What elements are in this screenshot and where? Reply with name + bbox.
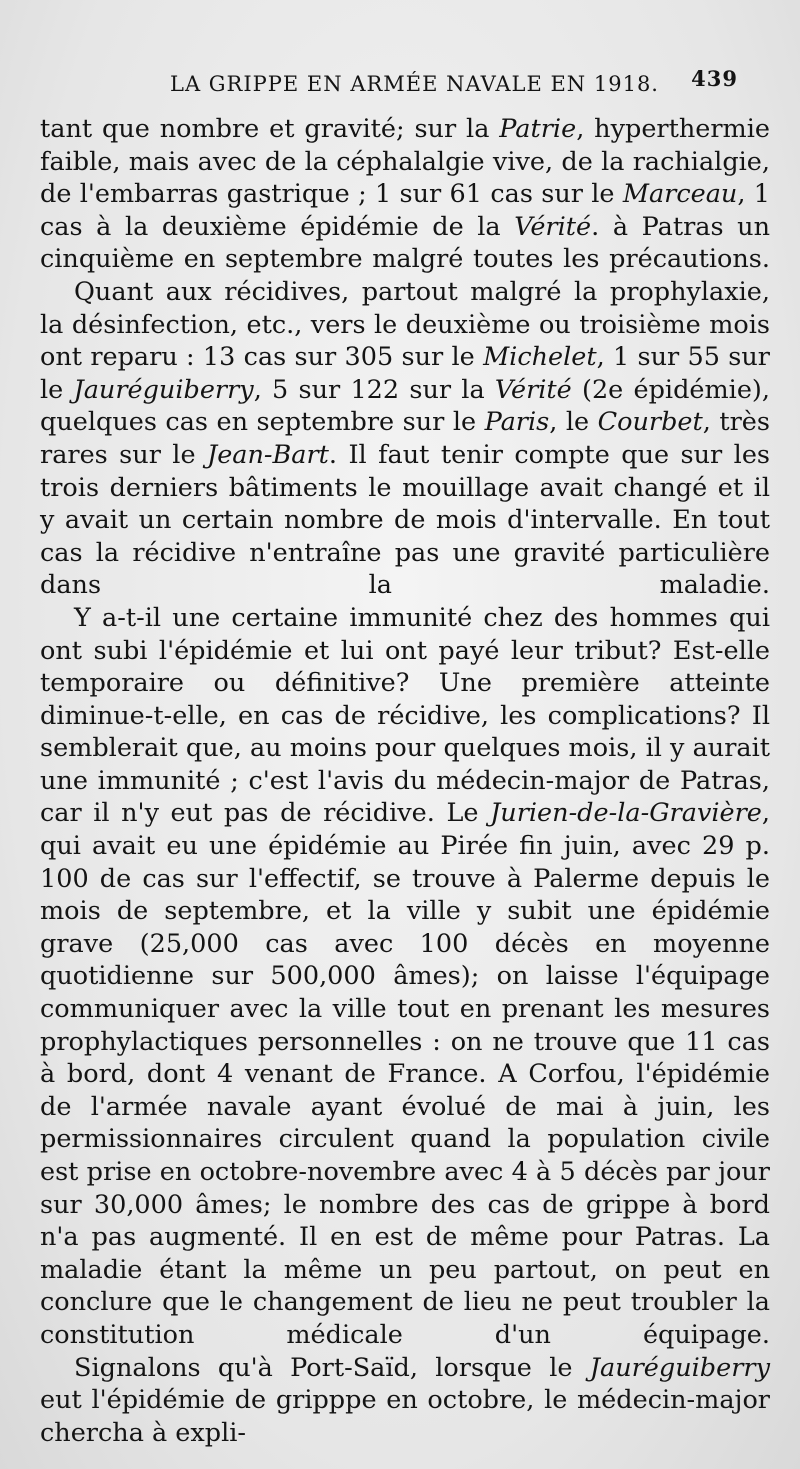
italic-name: Marceau <box>622 179 738 210</box>
italic-name: Courbet <box>597 407 703 438</box>
italic-name: Jauréguiberry <box>73 374 254 405</box>
italic-name: Vérité <box>494 374 572 405</box>
running-header <box>170 66 740 102</box>
paragraph-2: Quant aux récidives, partout malgré la prophylaxie, la désinfection, etc., vers le deuxième ou troisième mois ont reparu : 13 cas sur 305 sur le Michelet, 1 sur 55 sur le Jauréguiberry, 5 sur 122 sur la Vérité (2e épidémie), quelques cas en septembre sur le Paris, le Courbet, très rares sur le Jean-Bart. Il faut tenir compte que sur les trois derniers bâtiments le mouillage avait changé et il y avait un certain nombre de mois d'intervalle. En tout cas la récidive n'entraîne pas une gravité particulière dans la maladie. <box>40 276 770 601</box>
italic-name: Jean-Bart <box>206 439 329 470</box>
paragraph-3: Y a-t-il une certaine immunité chez des hommes qui ont subi l'épidémie et lui ont payé leur tribut? Est-elle temporaire ou définitive? Une première atteinte diminue-t-elle, en cas de récidive, les complications? Il semblerait que, au moins pour quelques mois, il y aurait une immunité ; c'est l'avis du médecin-major de Patras, car il n'y eut pas de récidive. Le Jurien-de-la-Gravière, qui avait eu une épidémie au Pirée fin juin, avec 29 p. 100 de cas sur l'effectif, se trouve à Palerme depuis le mois de septembre, et la ville y subit une épidémie grave (25,000 cas avec 100 décès en moyenne quotidienne sur 500,000 âmes); on laisse l'équipage communiquer avec la ville tout en prenant les mesures prophylactiques personnelles : on ne trouve que 11 cas à bord, dont 4 venant de France. A Corfou, l'épidémie de l'armée navale ayant évolué de mai à juin, les permissionnaires circulent quand la population civile est prise en octobre-novembre avec 4 à 5 décès par jour sur 30,000 âmes; le nombre des cas de grippe à bord n'a pas augmenté. Il en est de même pour Patras. La maladie étant la même un peu partout, on peut en conclure que le changement de lieu ne peut troubler la constitution médicale d'un équipage. <box>40 602 770 1350</box>
italic-name: Patrie <box>499 114 577 144</box>
italic-name: Jauréguiberry <box>589 1352 770 1383</box>
running-title: LA GRIPPE EN ARMÉE NAVALE EN 1918. <box>170 72 659 96</box>
italic-name: Michelet <box>483 342 597 373</box>
italic-name: Vérité <box>514 211 592 242</box>
paragraph-4: Signalons qu'à Port-Saïd, lorsque le Jauréguiberry eut l'épidémie de gripppe en octobre, le médecin-major chercha à expli- <box>40 1352 770 1448</box>
italic-name: Paris <box>484 407 550 438</box>
page-number: 439 <box>691 66 738 91</box>
body-text <box>40 113 770 1449</box>
italic-name: Jurien-de-la-Gravière <box>490 798 762 829</box>
paragraph-1: tant que nombre et gravité; sur la Patrie, hyperthermie faible, mais avec de la céphalalgie vive, de la rachialgie, de l'embarras gastrique ; 1 sur 61 cas sur le Marceau, 1 cas à la deuxième épidémie de la Vérité. à Patras un cinquième en septembre malgré toutes les précautions. <box>40 114 770 275</box>
